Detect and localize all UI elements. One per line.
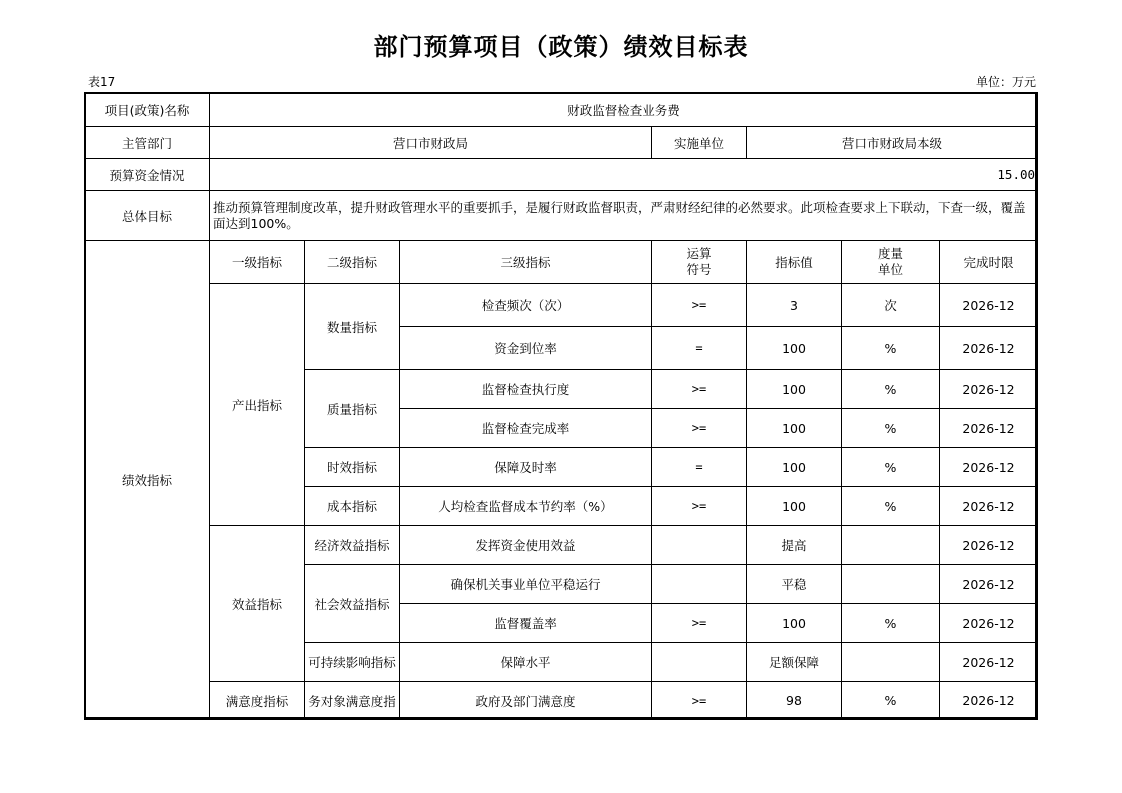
level2-economic: 经济效益指标 — [305, 526, 400, 565]
item-deadline: 2026-12 — [940, 448, 1038, 487]
header-level2: 二级指标 — [305, 241, 400, 284]
item-deadline: 2026-12 — [940, 327, 1038, 370]
item-name: 发挥资金使用效益 — [400, 526, 652, 565]
level2-quality: 质量指标 — [305, 370, 400, 448]
level2-quantity: 数量指标 — [305, 284, 400, 370]
item-unit: % — [842, 327, 940, 370]
item-op: >= — [652, 370, 747, 409]
item-value: 100 — [747, 487, 842, 526]
item-deadline: 2026-12 — [940, 604, 1038, 643]
item-op: = — [652, 327, 747, 370]
item-unit — [842, 643, 940, 682]
item-op: >= — [652, 284, 747, 327]
item-op: >= — [652, 487, 747, 526]
item-name: 保障及时率 — [400, 448, 652, 487]
item-deadline: 2026-12 — [940, 409, 1038, 448]
item-value: 100 — [747, 604, 842, 643]
item-op: >= — [652, 409, 747, 448]
item-name: 确保机关事业单位平稳运行 — [400, 565, 652, 604]
item-value: 100 — [747, 370, 842, 409]
item-deadline: 2026-12 — [940, 370, 1038, 409]
item-value: 足额保障 — [747, 643, 842, 682]
item-deadline: 2026-12 — [940, 643, 1038, 682]
performance-table — [84, 92, 1038, 720]
item-deadline: 2026-12 — [940, 682, 1038, 720]
impl-label: 实施单位 — [652, 127, 747, 159]
level2-sustainable: 可持续影响指标 — [305, 643, 400, 682]
item-value: 100 — [747, 327, 842, 370]
item-op — [652, 643, 747, 682]
budget-label: 预算资金情况 — [85, 159, 210, 191]
header-value: 指标值 — [747, 241, 842, 284]
budget-value: 15.00 — [210, 159, 1038, 191]
item-unit: % — [842, 409, 940, 448]
level1-output: 产出指标 — [210, 284, 305, 526]
item-value: 3 — [747, 284, 842, 327]
unit-label: 单位：万元 — [975, 75, 1036, 89]
page-title: 部门预算项目（政策）绩效目标表 — [373, 33, 749, 61]
header-deadline: 完成时限 — [940, 241, 1038, 284]
item-op: >= — [652, 682, 747, 720]
item-deadline: 2026-12 — [940, 526, 1038, 565]
table-row — [85, 526, 1038, 565]
item-op: = — [652, 448, 747, 487]
dept-label: 主管部门 — [85, 127, 210, 159]
item-value: 100 — [747, 448, 842, 487]
item-name: 政府及部门满意度 — [400, 682, 652, 720]
impl-value: 营口市财政局本级 — [747, 127, 1038, 159]
item-unit: 次 — [842, 284, 940, 327]
level2-cost: 成本指标 — [305, 487, 400, 526]
item-unit: % — [842, 682, 940, 720]
header-level3: 三级指标 — [400, 241, 652, 284]
level1-benefit: 效益指标 — [210, 526, 305, 682]
level2-service-satisfaction: 务对象满意度指 — [305, 682, 400, 720]
project-value: 财政监督检查业务费 — [210, 93, 1038, 127]
item-unit — [842, 565, 940, 604]
item-name: 检查频次（次） — [400, 284, 652, 327]
item-name: 监督覆盖率 — [400, 604, 652, 643]
item-unit — [842, 526, 940, 565]
header-level1: 一级指标 — [210, 241, 305, 284]
item-name: 监督检查完成率 — [400, 409, 652, 448]
item-deadline: 2026-12 — [940, 487, 1038, 526]
table-row — [85, 284, 1038, 327]
item-unit: % — [842, 604, 940, 643]
item-op — [652, 526, 747, 565]
item-value: 98 — [747, 682, 842, 720]
table-number: 表17 — [88, 75, 116, 89]
item-name: 保障水平 — [400, 643, 652, 682]
item-value: 100 — [747, 409, 842, 448]
level2-social: 社会效益指标 — [305, 565, 400, 643]
item-op — [652, 565, 747, 604]
header-unit — [842, 241, 940, 284]
header-op — [652, 241, 747, 284]
dept-value: 营口市财政局 — [210, 127, 652, 159]
perf-label: 绩效指标 — [85, 241, 210, 720]
goal-label: 总体目标 — [85, 191, 210, 241]
goal-value: 推动预算管理制度改革，提升财政管理水平的重要抓手，是履行财政监督职责，严肃财经纪律的必然要求。此项检查要求上下联动，下查一级，覆盖面达到100%。 — [210, 191, 1038, 241]
level2-timeliness: 时效指标 — [305, 448, 400, 487]
project-label: 项目(政策)名称 — [85, 93, 210, 127]
item-unit: % — [842, 487, 940, 526]
item-unit: % — [842, 370, 940, 409]
header-op-line2: 符号 — [686, 262, 712, 277]
item-name: 监督检查执行度 — [400, 370, 652, 409]
item-deadline: 2026-12 — [940, 284, 1038, 327]
item-unit: % — [842, 448, 940, 487]
item-deadline: 2026-12 — [940, 565, 1038, 604]
item-value: 平稳 — [747, 565, 842, 604]
item-name: 人均检查监督成本节约率（%） — [400, 487, 652, 526]
item-op: >= — [652, 604, 747, 643]
item-name: 资金到位率 — [400, 327, 652, 370]
header-op-line1: 运算 — [686, 246, 712, 261]
header-unit-line2: 单位 — [877, 262, 903, 277]
table-row — [85, 682, 1038, 720]
header-unit-line1: 度量 — [877, 246, 903, 261]
item-value: 提高 — [747, 526, 842, 565]
level1-satisfaction: 满意度指标 — [210, 682, 305, 720]
